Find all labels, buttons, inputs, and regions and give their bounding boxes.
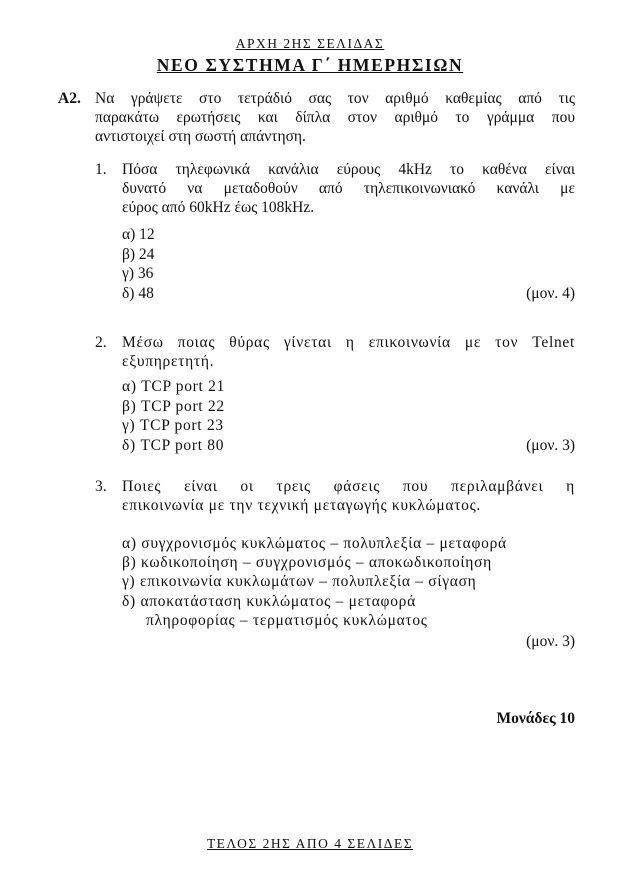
answer-option: γ) 36 bbox=[122, 265, 154, 282]
question-text-line: επικοινωνία με την τεχνική μεταγωγής κυκλώματος. bbox=[122, 497, 482, 514]
question-text-line: εύρος από 60kHz έως 108kHz. bbox=[122, 199, 315, 216]
section-label: Α2. bbox=[58, 90, 81, 107]
question-points: (μον. 3) bbox=[526, 437, 575, 454]
section-intro-line: παρακάτω ερωτήσεις και δίπλα στον αριθμό το γράμμα που bbox=[95, 109, 575, 126]
section-intro-line: αντιστοιχεί στη σωστή απάντηση. bbox=[95, 128, 306, 145]
answer-option: β) TCP port 22 bbox=[122, 398, 225, 415]
answer-option: γ) TCP port 23 bbox=[122, 417, 224, 434]
exam-title: ΝΕΟ ΣΥΣΤΗΜΑ Γ΄ ΗΜΕΡΗΣΙΩΝ bbox=[156, 55, 464, 75]
question-text-line: Ποιες είναι οι τρεις φάσεις που περιλαμβάνει η bbox=[122, 478, 575, 495]
answer-option: α) 12 bbox=[122, 226, 155, 243]
answer-option: δ) αποκατάσταση κυκλώματος – μεταφορά bbox=[122, 593, 416, 610]
answer-option: δ) TCP port 80 bbox=[122, 437, 225, 454]
question-number: 1. bbox=[95, 161, 107, 178]
page-end-footer: ΤΕΛΟΣ 2ΗΣ ΑΠΟ 4 ΣΕΛΙΔΕΣ bbox=[206, 836, 414, 851]
page-start-header: ΑΡΧΗ 2ΗΣ ΣΕΛΙΔΑΣ bbox=[235, 36, 385, 51]
total-points: Μονάδες 10 bbox=[496, 710, 575, 727]
answer-option: α) TCP port 21 bbox=[122, 378, 226, 395]
question-text-line: Πόσα τηλεφωνικά κανάλια εύρους 4kHz το καθένα είναι bbox=[122, 161, 575, 178]
answer-option-continuation: πληροφορίας – τερματισμός κυκλώματος bbox=[146, 612, 428, 629]
answer-option: β) 24 bbox=[122, 246, 155, 263]
question-number: 3. bbox=[95, 478, 107, 495]
answer-option: β) κωδικοποίηση – συγχρονισμός – αποκωδικοποίηση bbox=[122, 554, 492, 571]
question-text-line: Μέσω ποιας θύρας γίνεται η επικοινωνία με τον Telnet bbox=[122, 334, 575, 351]
question-points: (μον. 4) bbox=[526, 285, 575, 302]
answer-option: δ) 48 bbox=[122, 285, 154, 302]
question-text-line: δυνατό να μεταδοθούν από τηλεπικοινωνιακό κανάλι με bbox=[122, 180, 575, 197]
answer-option: α) συγχρονισμός κυκλώματος – πολυπλεξία – μεταφορά bbox=[122, 535, 507, 552]
question-number: 2. bbox=[95, 334, 107, 351]
question-text-line: εξυπηρετητή. bbox=[122, 353, 215, 370]
answer-option: γ) επικοινωνία κυκλωμάτων – πολυπλεξία – σίγαση bbox=[122, 573, 477, 590]
question-points: (μον. 3) bbox=[526, 633, 575, 650]
section-intro-line: Να γράψετε στο τετράδιό σας τον αριθμό καθεμίας από τις bbox=[95, 90, 575, 107]
